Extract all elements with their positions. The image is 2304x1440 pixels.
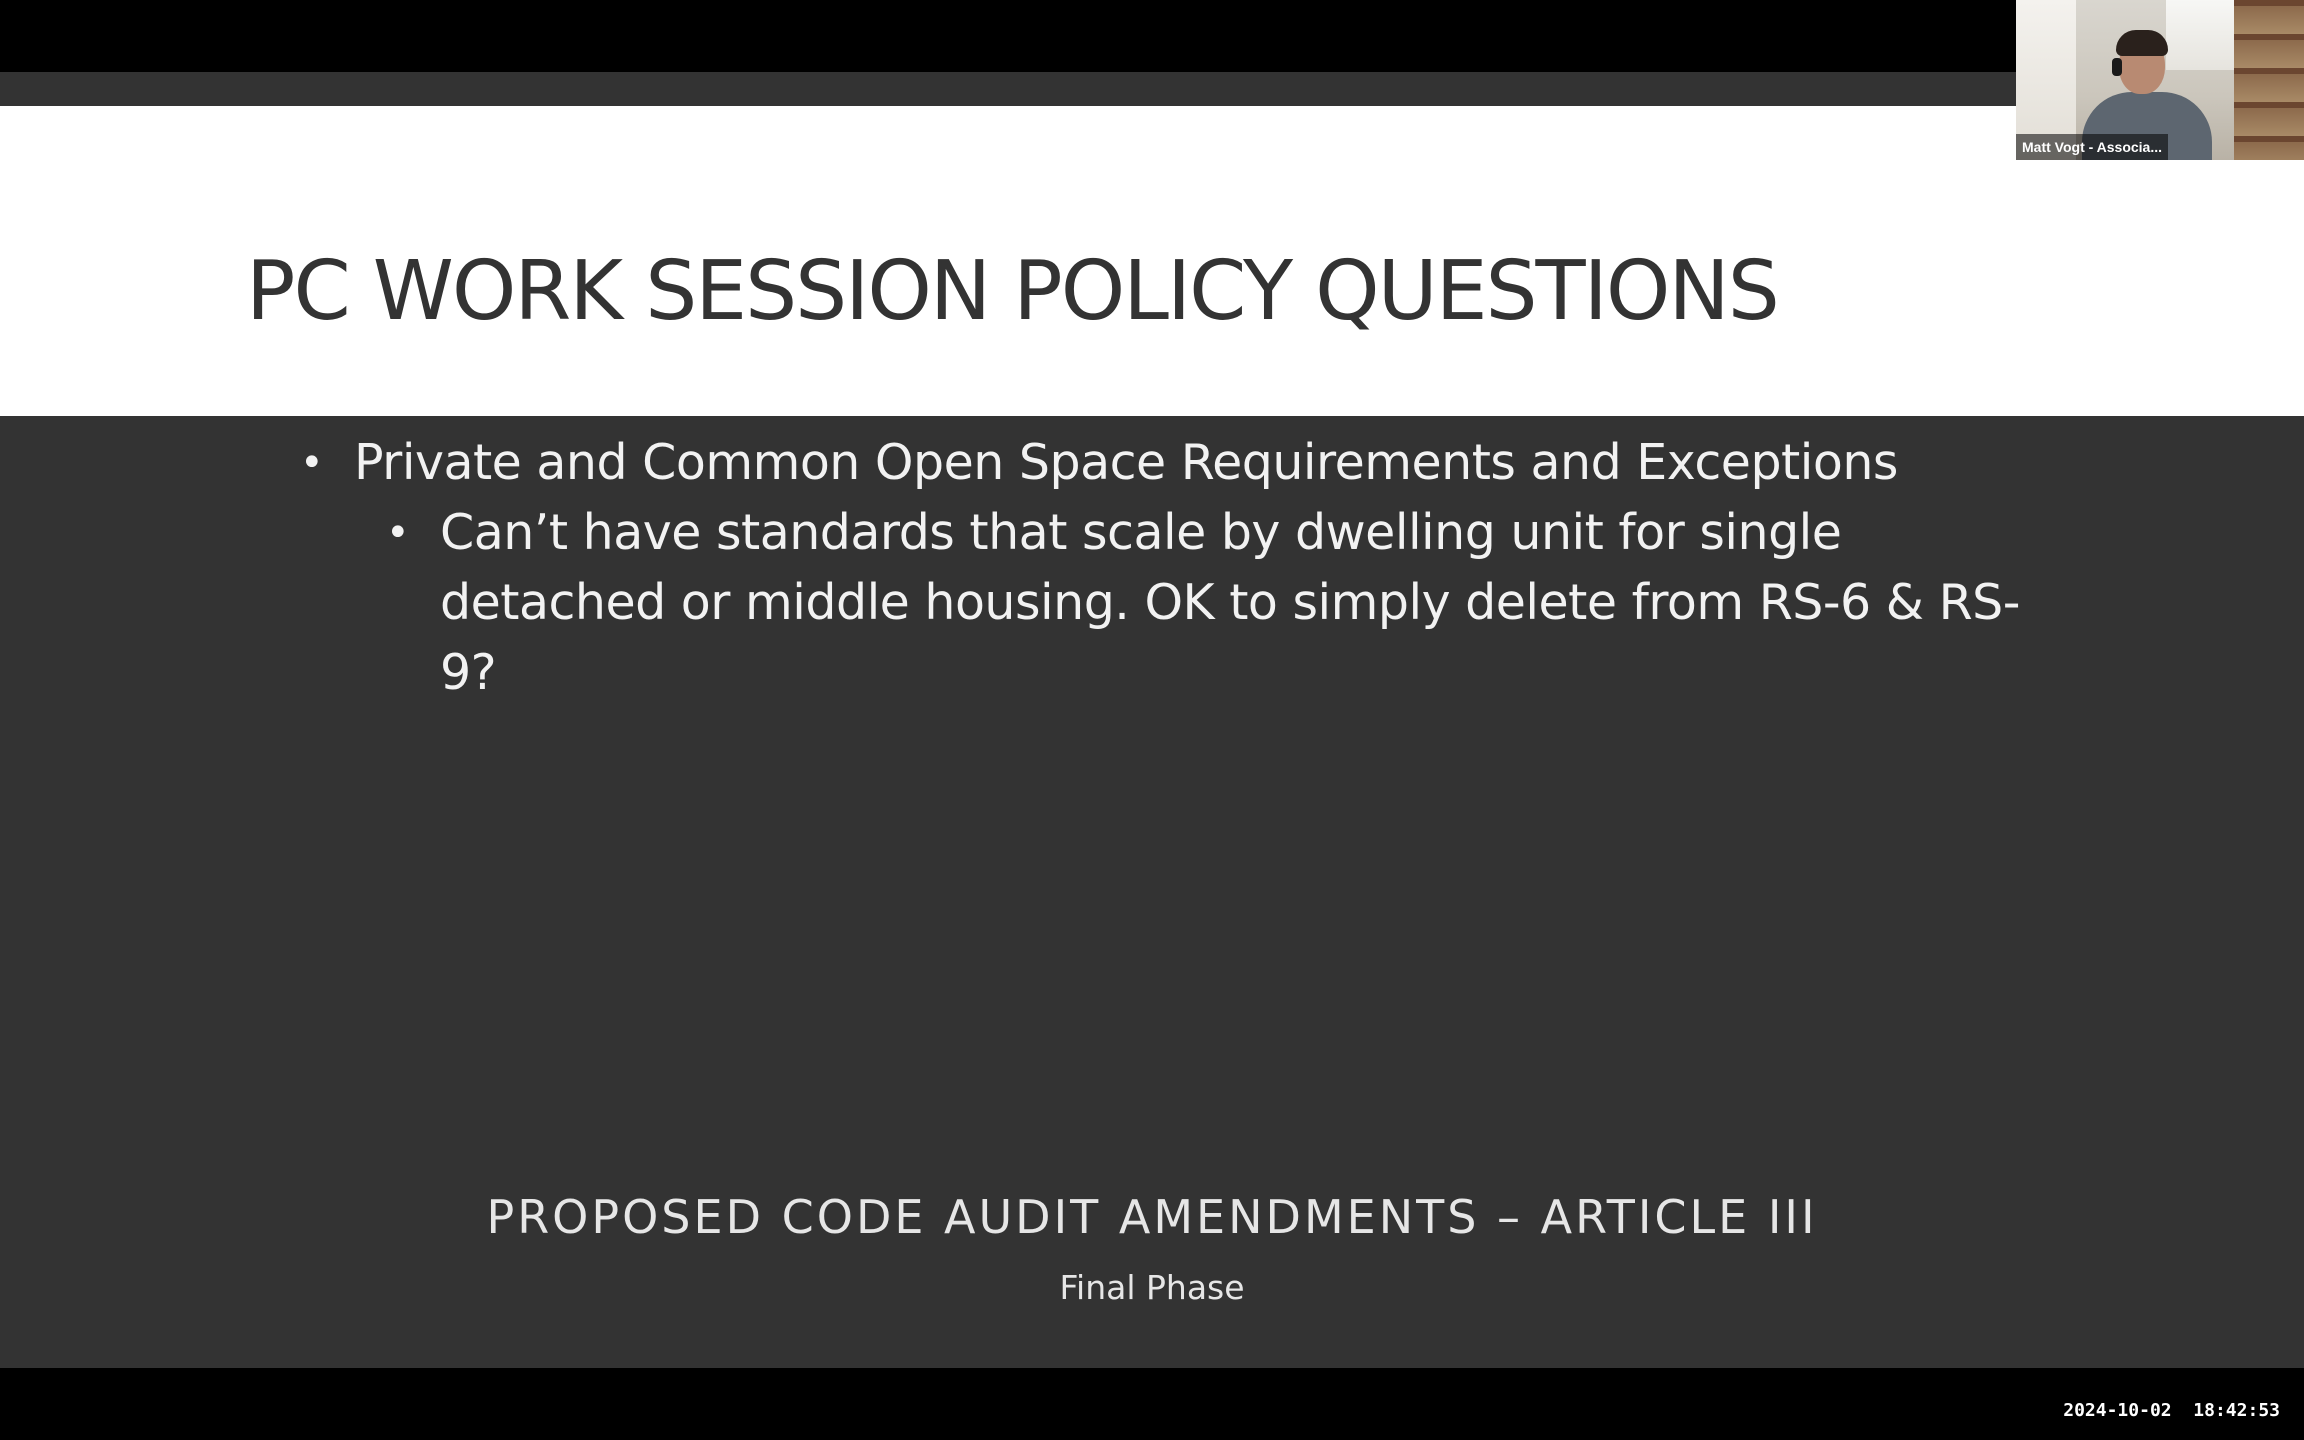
bullet-level-1-text: Private and Common Open Space Requirements and Exceptions (354, 434, 1898, 491)
headset-icon (2112, 58, 2122, 76)
slide-title: PC WORK SESSION POLICY QUESTIONS (246, 244, 1778, 339)
recording-timestamp: 2024-10-02 18:42:53 (2063, 1400, 2280, 1421)
video-background-window (2166, 0, 2236, 70)
video-background-bookshelf (2234, 0, 2304, 160)
bullet-dot-icon: • (300, 440, 324, 486)
slide-footer-subtitle: Final Phase (1059, 1268, 1245, 1307)
bullet-dot-icon: • (386, 510, 410, 556)
slide-title-band (0, 106, 2304, 416)
bullet-level-2-text: Can’t have standards that scale by dwelling unit for single detached or middle housing. OK to simply delete from RS-6 & RS-9? (440, 504, 2020, 701)
participant-name-label: Matt Vogt - Associa... (2016, 134, 2168, 160)
slide-bullet-list (300, 428, 2200, 708)
participant-video-tile[interactable] (2016, 0, 2304, 160)
bullet-level-1 (300, 428, 2200, 498)
bullet-level-2 (386, 498, 2060, 708)
participant-hair (2116, 30, 2168, 56)
presentation-slide (0, 72, 2304, 1368)
slide-footer-title: PROPOSED CODE AUDIT AMENDMENTS – ARTICLE III (486, 1190, 1818, 1244)
